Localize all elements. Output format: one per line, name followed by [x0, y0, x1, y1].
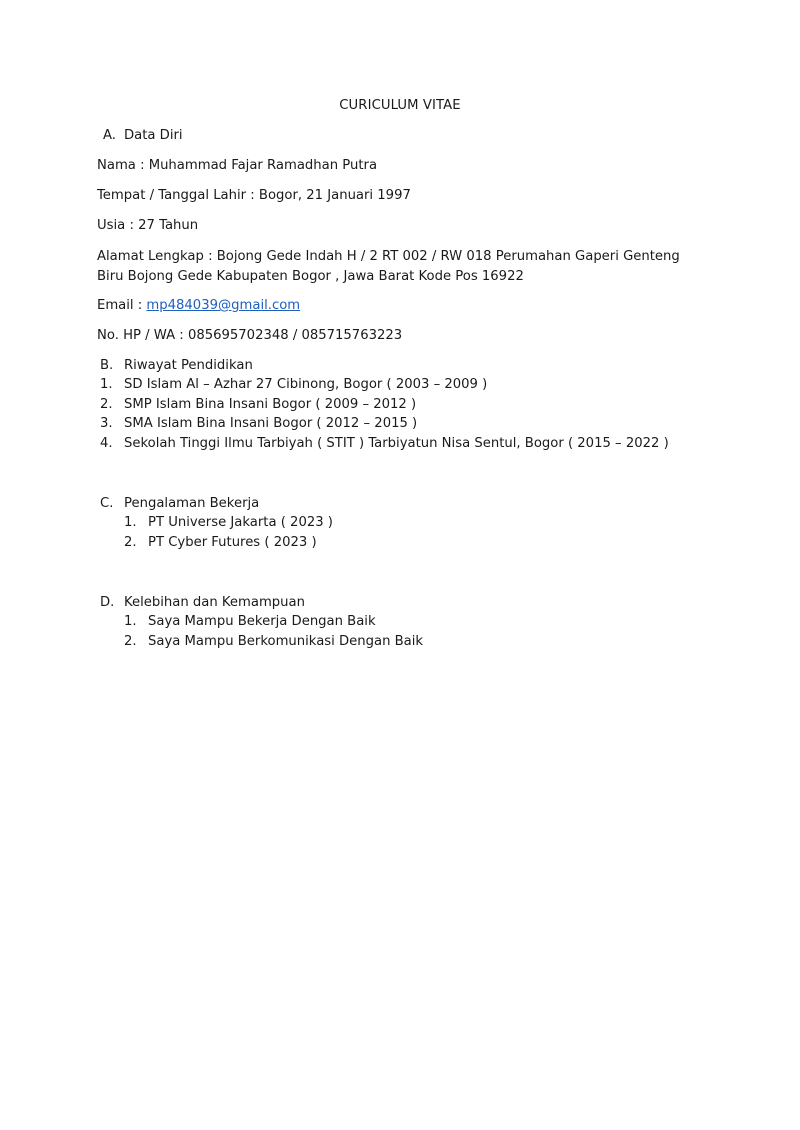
- list-item-number: 2.: [100, 397, 113, 412]
- list-item-text: Saya Mampu Bekerja Dengan Baik: [148, 614, 376, 629]
- list-item-number: 1.: [124, 614, 137, 629]
- list-item-number: 3.: [100, 416, 113, 431]
- section-a-marker: A.: [103, 128, 116, 143]
- section-a-heading: Data Diri: [124, 128, 183, 143]
- section-c-heading: Pengalaman Bekerja: [124, 496, 260, 511]
- age-line: Usia : 27 Tahun: [97, 218, 199, 233]
- list-item-text: PT Universe Jakarta ( 2023 ): [148, 515, 333, 530]
- list-item-text: Saya Mampu Berkomunikasi Dengan Baik: [148, 634, 424, 649]
- list-item-text: SMP Islam Bina Insani Bogor ( 2009 – 2012 ): [124, 397, 417, 412]
- list-item-text: SMA Islam Bina Insani Bogor ( 2012 – 2015 ): [124, 416, 418, 431]
- section-d-heading: Kelebihan dan Kemampuan: [124, 595, 305, 610]
- list-item-number: 2.: [124, 535, 137, 550]
- list-item-text: SD Islam Al – Azhar 27 Cibinong, Bogor ( 2003 – 2009 ): [124, 377, 488, 392]
- section-b-marker: B.: [100, 358, 114, 373]
- birth-line: Tempat / Tanggal Lahir : Bogor, 21 Januari 1997: [97, 188, 411, 203]
- section-b-heading: Riwayat Pendidikan: [124, 358, 253, 373]
- phone-line: No. HP / WA : 085695702348 / 085715763223: [97, 328, 403, 343]
- list-item-text: PT Cyber Futures ( 2023 ): [148, 535, 317, 550]
- document-title: CURICULUM VITAE: [339, 98, 461, 113]
- list-item-number: 2.: [124, 634, 137, 649]
- list-item-text: Sekolah Tinggi Ilmu Tarbiyah ( STIT ) Tarbiyatun Nisa Sentul, Bogor ( 2015 – 2022 ): [124, 436, 669, 451]
- name-line: Nama : Muhammad Fajar Ramadhan Putra: [97, 158, 378, 173]
- list-item-number: 1.: [124, 515, 137, 530]
- email-label: Email :: [97, 298, 147, 313]
- list-item-number: 1.: [100, 377, 113, 392]
- section-d-marker: D.: [100, 595, 115, 610]
- list-item-number: 4.: [100, 436, 113, 451]
- email-link[interactable]: mp484039@gmail.com: [146, 298, 301, 313]
- section-c-marker: C.: [100, 496, 114, 511]
- address-paragraph: Alamat Lengkap : Bojong Gede Indah H / 2 RT 002 / RW 018 Perumahan Gaperi Genteng Biru Bojong Gede Kabupaten Bogor , Jawa Barat Kode Pos 16922: [97, 249, 680, 284]
- email-line: [97, 298, 300, 313]
